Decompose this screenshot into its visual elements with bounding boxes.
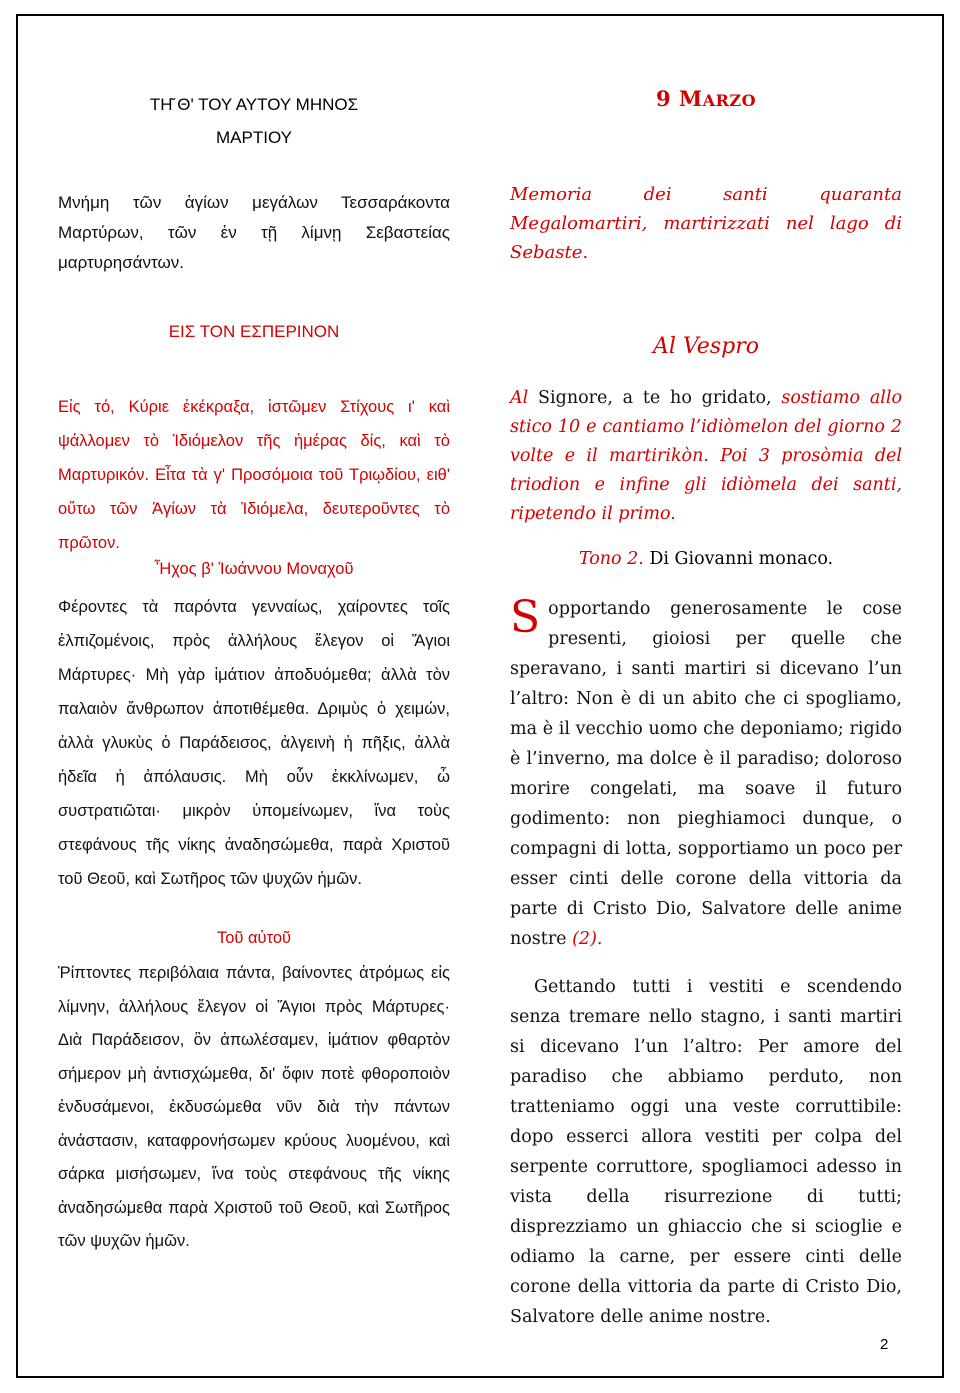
italian-hymn-1 [510, 594, 902, 954]
greek-title-line2: ΜΑΡΤΙΟΥ [216, 128, 292, 147]
italian-tone-number: Tono 2. [578, 549, 644, 569]
greek-hymn-1: Φέροντες τὰ παρόντα γενναίως, χαίροντες τοῖς ἐλπιζομένοις, πρὸς ἀλλήλους ἔλεγον οἱ Ἅγιοι Μάρτυρες· Μὴ γὰρ ἱμάτιον ἀποδυόμεθα; ἀλλὰ τὸν παλαιὸν ἄνθρωπον ἀποτιθέμεθα. Δριμὺς ὁ χειμών, ἀλλὰ γλυκὺς ὁ Παράδεισος, ἀλγεινὴ ἡ πῆξις, ἀλλὰ ἡδεῖα ἡ ἀπόλαυσις. Μὴ οὖν ἐκκλίνωμεν, ὦ συστρατιῶται· μικρὸν ὑπομείνωμεν, ἵνα τοὺς στεφάνους τῆς νίκης ἀναδησώμεθα, παρὰ Χριστοῦ τοῦ Θεοῦ, καὶ Σωτῆρος τῶν ψυχῶν ἡμῶν. [58, 598, 450, 888]
page-number: 2 [880, 1336, 889, 1353]
italian-hymn-1-note: (2). [572, 929, 603, 949]
italian-title-rest: ARZO [702, 91, 756, 110]
greek-rubric: Εἰς τό, Κύριε ἐκέκραξα, ἱστῶμεν Στίχους ι' καὶ ψάλλομεν τὸ Ἰδιόμελον τῆς ἡμέρας δίς, καὶ τὸ Μαρτυρικόν. Εἶτα τὰ γ' Προσόμοια τοῦ Τριῳδίου, ειθ' οὕτω τῶν Ἁγίων τὰ Ἰδιόμελα, δευτεροῦντες τὸ πρῶτον. [58, 398, 450, 552]
italian-rubric [510, 384, 902, 529]
greek-hymn-2: Ῥίπτοντες περιβόλαια πάντα, βαίνοντες ἀτρόμως εἰς λίμνην, ἀλλήλους ἔλεγον οἱ Ἅγιοι πρὸς Μάρτυρες· Διὰ Παράδεισον, ὃν ἀπωλέσαμεν, ἱμάτιον φθαρτὸν σήμερον μὴ ἀντισχώμεθα, δι' ὄφιν ποτὲ φθοροποιὸν ἐνδυσάμενοι, ἐκδυσώμεθα νῦν διὰ τὴν πάντων ἀνάστασιν, καταφρονήσωμεν κρύους λυομένου, καὶ σάρκα μισήσωμεν, ἵνα τοὺς στεφάνους τῆς νίκης ἀναδησώμεθα παρὰ Χριστοῦ τοῦ Θεοῦ, καὶ Σωτῆρος τῶν ψυχῶν ἡμῶν. [58, 964, 450, 1250]
greek-same-heading: Τοῦ αὐτοῦ [216, 929, 292, 947]
italian-hymn-1-text: opportando generosamente le cose presenti, gioiosi per quelle che speravano, i santi martiri si dicevano l’un l’altro: Non è di un abito che ci spogliamo, ma è il vecchio uomo che deponiamo; rigido è l’inverno, ma dolce è il paradiso; doloroso morire congelati, ma soave il futuro godimento: non pieghiamoci dunque, o compagni di lotta, sopportiamo un poco per esser cinti delle corone della vittoria da parte di Cristo Dio, Salvatore delle anime nostre [510, 599, 902, 949]
italian-rubric-instructions: sostiamo allo stico 10 e cantiamo l’idiòmelon del giorno 2 volte e il martirikòn. Poi 3 prosòmia del triodion e infine gli idiòmela dei santi, ripetendo il primo. [510, 388, 902, 524]
italian-rubric-al: Al [510, 388, 529, 408]
italian-commemoration: Memoria dei santi quaranta Megalomartiri, martirizzati nel lago di Sebaste. [510, 184, 902, 263]
italian-tone-heading [510, 549, 902, 569]
italian-title [510, 86, 902, 111]
greek-vespers-heading: ΕΙΣ ΤΟΝ ΕΣΠΕΡΙΝΟΝ [168, 322, 340, 341]
italian-title-number: 9 M [656, 86, 703, 111]
italian-hymn-2: Gettando tutti i vestiti e scendendo senza tremare nello stagno, i santi martiri si dicevano l’un l’altro: Per amore del paradiso che abbiamo perduto, non tratteniamo oggi una veste corruttibile: dopo esserci allora vestiti per colpa del serpente corruttore, spogliamoci adesso in vista della risurrezione di tutti; disprezziamo un ghiaccio che si scioglie e odiamo la carne, per essere cinti delle corone della vittoria da parte di Cristo Dio, Salvatore delle anime nostre. [510, 977, 902, 1327]
greek-title [58, 88, 450, 154]
greek-tone-heading: Ἦχος β' Ἰωάννου Μοναχοῦ [154, 560, 354, 578]
italian-tone-author: Di Giovanni monaco. [643, 549, 834, 569]
italian-rubric-signore: Signore, a te ho gridato, [528, 388, 782, 408]
italian-dropcap: S [510, 592, 541, 643]
greek-commemoration: Μνήμη τῶν ἁγίων μεγάλων Τεσσαράκοντα Μαρτύρων, τῶν ἐν τῇ λίμνῃ Σεβαστείας μαρτυρησάντων. [58, 193, 450, 272]
italian-vespers-heading: Al Vespro [653, 334, 759, 359]
greek-title-line1: ΤΗ͂ Θ' ΤΟΥ ΑΥΤΟΥ ΜΗΝΟΣ [149, 95, 359, 114]
